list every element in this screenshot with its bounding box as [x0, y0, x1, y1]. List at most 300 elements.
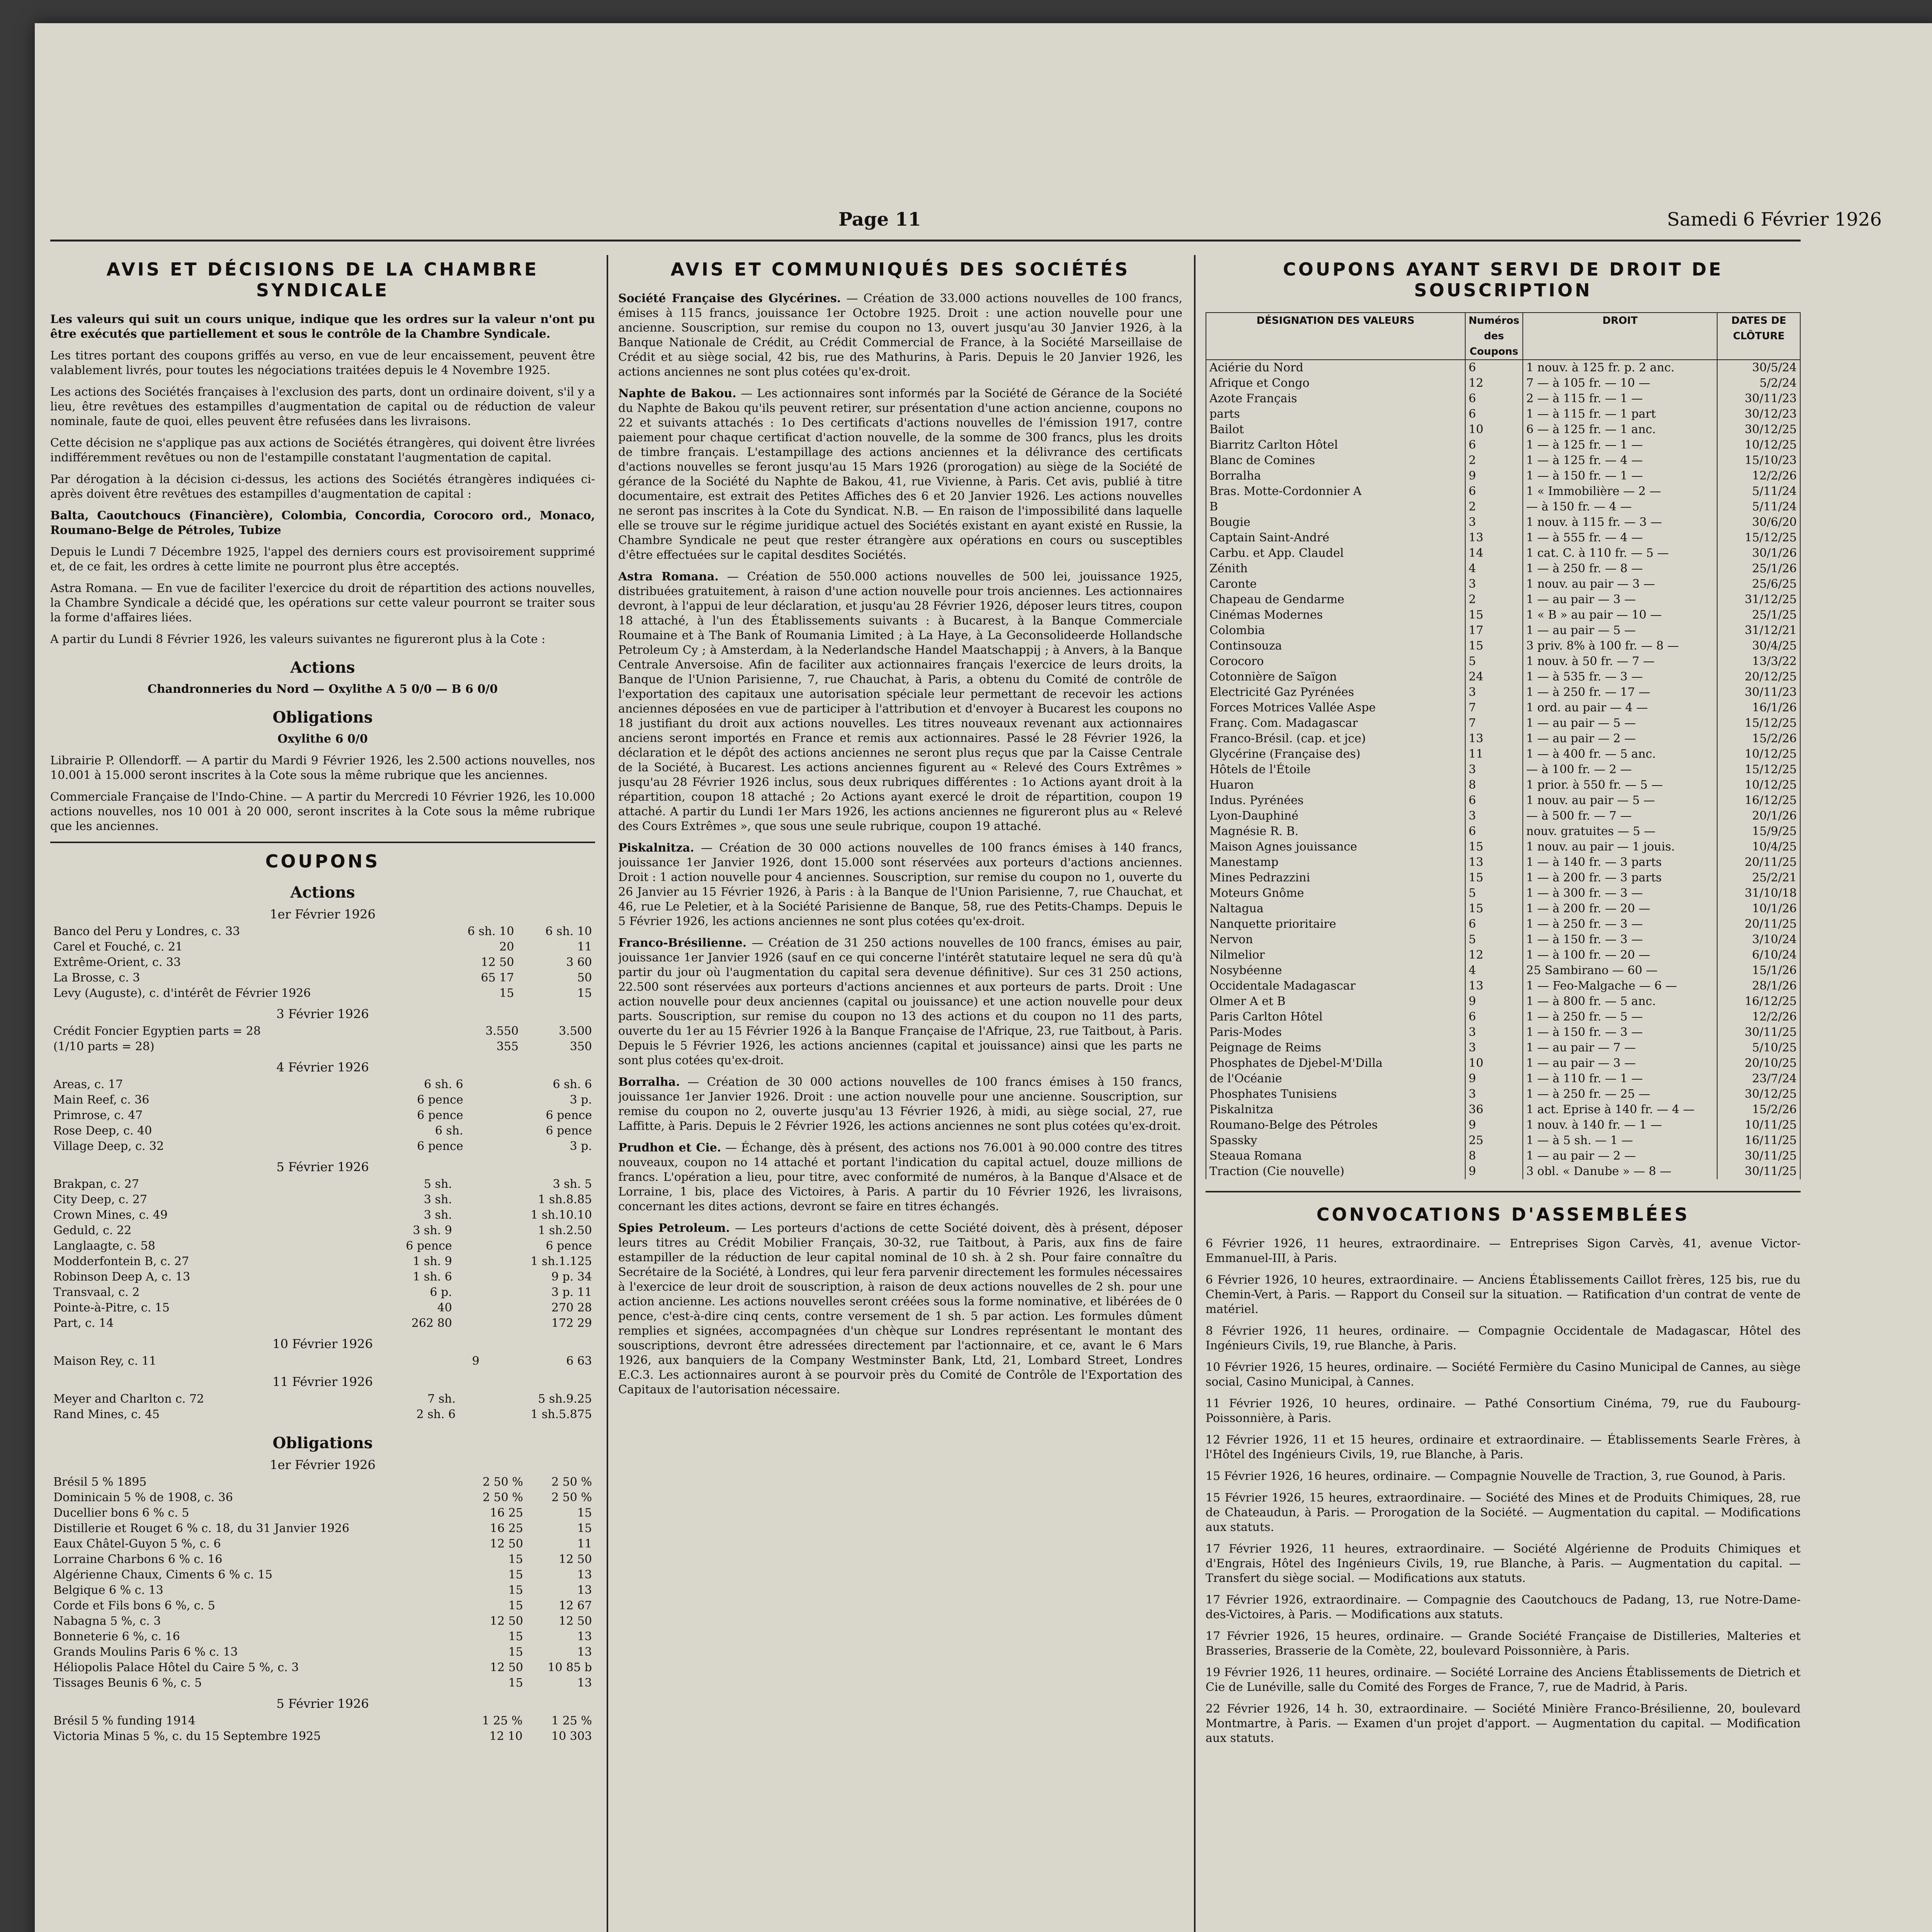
page-number: Page 11 [838, 209, 921, 230]
table-cell: 50 [577, 971, 592, 985]
table-cell: 12 50 [559, 1614, 592, 1628]
table-cell: 1 sh.8.85 [538, 1193, 592, 1206]
table-cell: Corde et Fils bons 6 %, c. 5 [53, 1599, 215, 1612]
table-cell: 15/2/26 [1717, 731, 1800, 747]
table-cell: 65 17 [481, 971, 514, 985]
coupon-droit-row [1206, 546, 1800, 561]
coupon-row [50, 970, 595, 986]
table-cell: 6 sh. 10 [467, 925, 514, 938]
page-header [35, 209, 1932, 240]
societe-item [618, 841, 1182, 929]
coupons-droit-table [1206, 312, 1801, 1179]
table-cell: 1 — à 125 fr. — 1 — [1523, 437, 1718, 453]
coupon-droit-row [1206, 839, 1800, 855]
table-cell: 20/12/25 [1717, 669, 1800, 685]
coupon-row [50, 1645, 595, 1660]
table-cell: Paris-Modes [1206, 1025, 1465, 1040]
table-cell: Lyon-Dauphiné [1206, 808, 1465, 824]
table-cell: 20/1/26 [1717, 808, 1800, 824]
table-cell: 1 — à 555 fr. — 4 — [1523, 530, 1718, 546]
chambre-title: AVIS ET DÉCISIONS DE LA CHAMBRE SYNDICALE [106, 259, 539, 301]
table-cell: 5/2/24 [1717, 376, 1800, 391]
coupons-oblig-list [50, 1458, 595, 1744]
coupon-row [50, 1598, 595, 1614]
table-cell: Roumano-Belge des Pétroles [1206, 1117, 1465, 1133]
table-cell: Aciérie du Nord [1206, 360, 1465, 376]
column-rule [607, 255, 608, 1932]
coupons-actions-label: Actions [290, 883, 355, 901]
table-cell: 9 [1465, 468, 1523, 484]
table-cell: Bras. Motte-Cordonnier A [1206, 484, 1465, 499]
table-cell: 12/2/26 [1717, 468, 1800, 484]
coupon-row [50, 1316, 595, 1331]
table-cell: 3 [1465, 762, 1523, 777]
convocation-item: 12 Février 1926, 11 et 15 heures, ordinaire et extraordinaire. — Établissements Searle Frères, à l'Hôtel des Ingénieurs Civils, 19, rue Blanche, à Paris. [1206, 1433, 1801, 1461]
table-cell: 13 [577, 1583, 592, 1597]
coupon-row [50, 1567, 595, 1583]
table-cell: 15/2/26 [1717, 1102, 1800, 1117]
table-cell: 7 — à 105 fr. — 10 — [1523, 376, 1718, 391]
societe-text: — Création de 30 000 actions nouvelles de 100 francs émises à 140 francs, jouissance 1er Janvier 1926, dont 15.000 sont réservées aux porteurs d'actions anciennes. Droit : 1 action nouvelle pour 4 anciennes. Souscription, sur remise du coupon no 1, ouverte du 26 Janvier au 15 Février 1926, à Paris : à la Banque de l'Union Parisienne, 7, rue Chauchat, et 46, rue Le Peletier, et à la Société Parisienne de Banque, 58, rue des Petits-Champs. Depuis le 5 Février 1926, les actions anciennes ne sont plus cotées qu'ex-droit. [618, 841, 1182, 928]
table-cell: Olmer A et B [1206, 994, 1465, 1009]
table-cell: 6 pence [546, 1239, 592, 1253]
coupon-date: 11 Février 1926 [272, 1374, 373, 1389]
table-cell: 6 pence [546, 1124, 592, 1138]
table-cell: — à 100 fr. — 2 — [1523, 762, 1718, 777]
table-cell: 3 60 [566, 956, 592, 969]
table-cell: 8 [1465, 1148, 1523, 1164]
table-cell: 1 sh. 6 [413, 1270, 452, 1284]
coupon-droit-row [1206, 917, 1800, 932]
coupon-droit-row [1206, 607, 1800, 623]
table-cell: 13 [1465, 855, 1523, 870]
table-cell: 1 nouv. au pair — 1 jouis. [1523, 839, 1718, 855]
coupon-row [50, 1391, 595, 1407]
table-cell: Manestamp [1206, 855, 1465, 870]
table-cell: 2 [1465, 592, 1523, 607]
table-cell: Indus. Pyrénées [1206, 793, 1465, 808]
table-cell: 1 sh.1.125 [531, 1255, 592, 1268]
table-cell: Borralha [1206, 468, 1465, 484]
table-cell: 1 nouv. au pair — 5 — [1523, 793, 1718, 808]
table-cell: 30/6/20 [1717, 515, 1800, 530]
table-cell: (1/10 parts = 28) [53, 1040, 155, 1053]
coupon-droit-row [1206, 1025, 1800, 1040]
table-cell: 12 50 [490, 1614, 523, 1628]
table-cell: Moteurs Gnôme [1206, 886, 1465, 901]
table-cell: 3 [1465, 515, 1523, 530]
table-cell: 1 — au pair — 3 — [1523, 1056, 1718, 1071]
table-cell: Steaua Romana [1206, 1148, 1465, 1164]
coupon-row [50, 1475, 595, 1490]
table-cell: Azote Français [1206, 391, 1465, 406]
table-cell: 1 — à 250 fr. — 3 — [1523, 917, 1718, 932]
table-cell: Cotonnière de Saïgon [1206, 669, 1465, 685]
table-cell: 16 25 [490, 1522, 523, 1535]
table-cell: 1 — à 150 fr. — 3 — [1523, 932, 1718, 947]
table-cell: 7 [1465, 716, 1523, 731]
table-cell: 11 [1465, 747, 1523, 762]
table-cell: Meyer and Charlton c. 72 [53, 1392, 204, 1406]
table-cell: 1 « Immobilière — 2 — [1523, 484, 1718, 499]
coupon-row [50, 1614, 595, 1629]
table-cell: 355 [496, 1040, 519, 1053]
table-cell: Afrique et Congo [1206, 376, 1465, 391]
chambre-text: Les titres portant des coupons griffés au verso, en vue de leur encaissement, peuvent être valablement livrés, pour toutes les négociations traitées depuis le 4 Novembre 1925. [50, 349, 595, 377]
table-cell: 15/12/25 [1717, 762, 1800, 777]
table-cell: 15 [508, 1583, 523, 1597]
table-cell: Chapeau de Gendarme [1206, 592, 1465, 607]
table-cell: 9 [1465, 1117, 1523, 1133]
table-cell: Biarritz Carlton Hôtel [1206, 437, 1465, 453]
table-cell: 16/12/25 [1717, 793, 1800, 808]
table-cell: 1 — à 800 fr. — 5 anc. [1523, 994, 1718, 1009]
coupon-table [50, 1475, 595, 1691]
coupon-droit-row [1206, 700, 1800, 716]
chambre-text: Par dérogation à la décision ci-dessus, les actions des Sociétés étrangères indiquées ci-après doivent être revêtues des estampilles d'augmentation de capital : [50, 473, 595, 501]
table-cell: 25/2/21 [1717, 870, 1800, 886]
table-cell: 262 80 [411, 1316, 452, 1330]
coupon-row [50, 1521, 595, 1536]
table-cell: 7 sh. [427, 1392, 456, 1406]
table-cell: 6 [1465, 793, 1523, 808]
table-cell: Peignage de Reims [1206, 1040, 1465, 1056]
table-cell: 1 — à 250 fr. — 17 — [1523, 685, 1718, 700]
table-cell: 40 [437, 1301, 452, 1315]
table-cell: 3 [1465, 1087, 1523, 1102]
chambre-text: Commerciale Française de l'Indo-Chine. — A partir du Mercredi 10 Février 1926, les 10.000 actions nouvelles, nos 10 001 à 20 000, seront inscrites à la Cote sous la même rubrique que les anciennes. [50, 790, 595, 833]
table-cell: 12 [1465, 376, 1523, 391]
coupon-droit-row [1206, 437, 1800, 453]
table-cell: 3 priv. 8% à 100 fr. — 8 — [1523, 638, 1718, 654]
table-cell: Ducellier bons 6 % c. 5 [53, 1506, 189, 1520]
table-cell: Zénith [1206, 561, 1465, 577]
societe-item [618, 1075, 1182, 1134]
coupon-droit-row [1206, 484, 1800, 499]
table-cell: 25 Sambirano — 60 — [1523, 963, 1718, 978]
section-rule [1206, 1191, 1801, 1192]
table-cell: 1 nouv. à 115 fr. — 3 — [1523, 515, 1718, 530]
table-cell: 5 [1465, 886, 1523, 901]
table-cell: Cinémas Modernes [1206, 607, 1465, 623]
chambre-text: Balta, Caoutchoucs (Financière), Colombia, Concordia, Corocoro ord., Monaco, Roumano-Belge de Pétroles, Tubize [50, 509, 595, 537]
table-cell: Maison Agnes jouissance [1206, 839, 1465, 855]
societe-item [618, 936, 1182, 1068]
table-cell: 15 [508, 1676, 523, 1690]
table-cell: Extrême-Orient, c. 33 [53, 956, 181, 969]
table-cell: 12 10 [489, 1730, 523, 1743]
convocation-item: 8 Février 1926, 11 heures, ordinaire. — Compagnie Occidentale de Madagascar, Hôtel des Ingénieurs Civils, 19, rue Blanche, à Paris. [1206, 1324, 1801, 1352]
coupon-row [50, 1254, 595, 1269]
table-cell: Carbu. et App. Claudel [1206, 546, 1465, 561]
table-cell: 20/11/25 [1717, 917, 1800, 932]
table-cell: 2 — à 115 fr. — 1 — [1523, 391, 1718, 406]
table-cell: 3.500 [559, 1024, 592, 1038]
table-cell: Caronte [1206, 577, 1465, 592]
coupon-row [50, 1077, 595, 1092]
table-cell: Crédit Foncier Egyptien parts = 28 [53, 1024, 261, 1038]
table-cell: 15 [1465, 901, 1523, 917]
table-cell: Grands Moulins Paris 6 % c. 13 [53, 1645, 238, 1659]
table-cell: 15 [508, 1645, 523, 1659]
table-cell: 1 prior. à 550 fr. — 5 — [1523, 777, 1718, 793]
table-cell: 1 nouv. au pair — 3 — [1523, 577, 1718, 592]
coupon-date: 1er Février 1926 [270, 907, 376, 922]
table-cell: 10 303 [551, 1730, 592, 1743]
top-rule [50, 240, 1801, 242]
table-cell: Nanquette prioritaire [1206, 917, 1465, 932]
table-cell: 28/1/26 [1717, 978, 1800, 994]
table-cell: 10/4/25 [1717, 839, 1800, 855]
table-cell: 11 [577, 940, 592, 954]
coupon-row [50, 1552, 595, 1567]
table-cell: Robinson Deep A, c. 13 [53, 1270, 190, 1284]
chambre-oblig-label: Obligations [272, 708, 373, 726]
table-cell: 2 [1465, 499, 1523, 515]
coupon-droit-row [1206, 932, 1800, 947]
coupon-row [50, 1269, 595, 1285]
table-cell: 13 [577, 1645, 592, 1659]
table-cell: 16 25 [490, 1506, 523, 1520]
coupon-row [50, 1192, 595, 1208]
coupon-table [50, 1713, 595, 1744]
coupon-droit-row [1206, 360, 1800, 376]
table-cell: Belgique 6 % c. 13 [53, 1583, 163, 1597]
table-cell: 1 — à 5 sh. — 1 — [1523, 1133, 1718, 1148]
table-cell: Mines Pedrazzini [1206, 870, 1465, 886]
societe-text: — Les porteurs d'actions de cette Société doivent, dès à présent, déposer leurs titres au Crédit Mobilier Français, 30-32, rue Taitbout, à Paris, aux fins de faire estampiller de la réduction de leur capital nominal de 10 sh. à 2 sh. Pour faire connaître du Secrétaire de la Société, à Londres, qui leur fera parvenir directement les formules nécessaires à l'exercice de leur droit de souscription, à raison de deux actions nouvelles de 2 sh. pour une action ancienne. Les actions nouvelles seront créées sous la forme nominative, et libérées de 0 pence, c'est-à-dire cinq cents, contre versement de 1 sh. 5 par action. Les formules dûment remplies et signées, accompagnées d'un chèque sur Londres représentant le montant des souscriptions, devront être adressées directement par l'actionnaire, et ce, avant le 6 Mars 1926, aux banquiers de la Company Westminster Bank, Ltd, 21, Lombard Street, Londres E.C.3. Les actionnaires auront à se pourvoir près du Comité de Contrôle de l'Exportation des Capitaux de l'autorisation nécessaire. [618, 1221, 1182, 1396]
column-3 [1206, 259, 1801, 1932]
societe-item [618, 1141, 1182, 1214]
table-cell: 12/2/26 [1717, 1009, 1800, 1025]
societe-name: Spies Petroleum. [618, 1221, 730, 1235]
table-cell: 15 [508, 1568, 523, 1582]
table-cell: 15 [577, 986, 592, 1000]
table-cell: Hôtels de l'Étoile [1206, 762, 1465, 777]
coupon-row [50, 939, 595, 955]
table-cell: 6 pence [417, 1139, 463, 1153]
table-cell: Nilmelior [1206, 947, 1465, 963]
coupon-droit-row [1206, 963, 1800, 978]
table-cell: 30/1/26 [1717, 546, 1800, 561]
table-cell: 6 [1465, 917, 1523, 932]
coupons-actions-list [50, 907, 595, 1422]
table-cell: 3 sh. 5 [553, 1177, 592, 1191]
table-cell: Part, c. 14 [53, 1316, 114, 1330]
table-cell: Franco-Brésil. (cap. et jce) [1206, 731, 1465, 747]
coupon-row [50, 955, 595, 970]
societe-name: Naphte de Bakou. [618, 387, 736, 400]
table-cell: 25 [1465, 1133, 1523, 1148]
table-cell: Corocoro [1206, 654, 1465, 669]
table-cell: City Deep, c. 27 [53, 1193, 147, 1206]
table-cell: 30/4/25 [1717, 638, 1800, 654]
table-cell: 30/12/23 [1717, 406, 1800, 422]
table-cell: 6 [1465, 406, 1523, 422]
table-cell: 2 50 % [482, 1475, 523, 1489]
section-rule [50, 842, 595, 843]
societe-name: Prudhon et Cie. [618, 1141, 721, 1155]
table-cell: 3 [1465, 1025, 1523, 1040]
table-cell: 20/10/25 [1717, 1056, 1800, 1071]
table-cell: Algérienne Chaux, Ciments 6 % c. 15 [53, 1568, 273, 1582]
coupon-table [50, 924, 595, 1001]
table-cell: 11 [577, 1537, 592, 1551]
table-cell: Forces Motrices Vallée Aspe [1206, 700, 1465, 716]
chambre-text: Depuis le Lundi 7 Décembre 1925, l'appel des derniers cours est provisoirement supprimé et, de ce fait, les ordres à cette limite ne pourront plus être acceptés. [50, 545, 595, 573]
table-cell: 31/12/21 [1717, 623, 1800, 638]
coupon-row [50, 1024, 595, 1039]
table-cell: 13 [577, 1568, 592, 1582]
table-cell: Huaron [1206, 777, 1465, 793]
table-cell: 1 — au pair — 7 — [1523, 1040, 1718, 1056]
col-header: DÉSIGNATION DES VALEURS [1206, 313, 1465, 360]
chambre-text: Les actions des Sociétés françaises à l'exclusion des parts, dont un ordinaire doivent, s'il y a lieu, être revêtues des estampilles d'augmentation de capital ou de réduction de valeur nominale, faute de quoi, elles peuvent être refusées dans les livraisons. [50, 385, 595, 428]
table-cell: Glycérine (Française des) [1206, 747, 1465, 762]
societe-name: Franco-Brésilienne. [618, 936, 747, 950]
table-cell: 270 28 [551, 1301, 592, 1315]
column-2 [618, 259, 1182, 1932]
table-cell: 2 50 % [551, 1491, 592, 1504]
chambre-text: A partir du Lundi 8 Février 1926, les valeurs suivantes ne figureront plus à la Cote : [50, 633, 546, 646]
coupon-date: 5 Février 1926 [276, 1696, 369, 1711]
coupon-droit-row [1206, 577, 1800, 592]
table-cell: 3 p. [570, 1139, 592, 1153]
table-cell: 15 [1465, 870, 1523, 886]
table-cell: Distillerie et Rouget 6 % c. 18, du 31 Janvier 1926 [53, 1522, 350, 1535]
table-cell: 6 pence [417, 1093, 463, 1107]
table-cell: 30/12/25 [1717, 422, 1800, 437]
table-cell: Levy (Auguste), c. d'intérêt de Février 1926 [53, 986, 311, 1000]
coupon-table [50, 1077, 595, 1154]
coupon-droit-row [1206, 623, 1800, 638]
table-cell: 10/11/25 [1717, 1117, 1800, 1133]
coupon-droit-row [1206, 1071, 1800, 1087]
table-cell: 8 [1465, 777, 1523, 793]
table-cell: 9 [1465, 1071, 1523, 1087]
table-cell: 10 [1465, 422, 1523, 437]
table-cell: 6 pence [417, 1109, 463, 1122]
table-cell: 13 [577, 1630, 592, 1643]
societes-title: AVIS ET COMMUNIQUÉS DES SOCIÉTÉS [670, 259, 1130, 280]
convocation-item: 15 Février 1926, 16 heures, ordinaire. — Compagnie Nouvelle de Traction, 3, rue Gounod, à Paris. [1206, 1469, 1786, 1483]
table-cell: 172 29 [551, 1316, 592, 1330]
table-cell: 15/12/25 [1717, 530, 1800, 546]
table-cell: Bailot [1206, 422, 1465, 437]
page-date: Samedi 6 Février 1926 [1667, 209, 1882, 230]
convocation-item: 17 Février 1926, extraordinaire. — Compagnie des Caoutchoucs de Padang, 13, rue Notre-Dame-des-Victoires, à Paris. — Modifications aux statuts. [1206, 1593, 1801, 1621]
table-cell: 15/12/25 [1717, 716, 1800, 731]
table-cell: 16/1/26 [1717, 700, 1800, 716]
table-cell: Village Deep, c. 32 [53, 1139, 164, 1153]
chambre-text: Les valeurs qui suit un cours unique, indique que les ordres sur la valeur n'ont pu être exécutés que partiellement et sous le contrôle de la Chambre Syndicale. [50, 313, 595, 341]
chambre-actions-label: Actions [290, 658, 355, 677]
table-cell: Brakpan, c. 27 [53, 1177, 139, 1191]
coupon-droit-row [1206, 901, 1800, 917]
convocation-item: 19 Février 1926, 11 heures, ordinaire. — Société Lorraine des Anciens Établissements de Dietrich et Cie de Lunéville, salle du Comité des Forges de France, 7, rue de Madrid, à Paris. [1206, 1666, 1801, 1694]
table-cell: 5/11/24 [1717, 499, 1800, 515]
table-cell: 9 [1465, 1164, 1523, 1179]
coupon-row [50, 1139, 595, 1154]
table-cell: 13 [1465, 731, 1523, 747]
table-cell: 1 — à 200 fr. — 3 parts [1523, 870, 1718, 886]
coupon-row [50, 1238, 595, 1254]
coupon-row [50, 1407, 595, 1422]
societe-name: Borralha. [618, 1075, 680, 1089]
coupon-table [50, 1391, 595, 1422]
convocations-list [1206, 1236, 1801, 1746]
chambre-text: Astra Romana. — En vue de faciliter l'exercice du droit de répartition des actions nouvelles, la Chambre Syndicale a décidé que, les opérations sur cette valeur pourront se traiter sous la forme d'affaires liées. [50, 582, 595, 624]
coupon-droit-row [1206, 793, 1800, 808]
table-cell: 30/11/25 [1717, 1164, 1800, 1179]
chambre-oblig-list: Oxylithe 6 0/0 [277, 732, 368, 746]
table-cell: 1 sh.2.50 [538, 1224, 592, 1237]
table-cell: 6 pence [546, 1109, 592, 1122]
table-cell: 2 sh. 6 [416, 1408, 456, 1421]
societe-name: Société Française des Glycérines. [618, 292, 841, 305]
table-cell: 9 [472, 1354, 480, 1368]
table-cell: 3 [1465, 808, 1523, 824]
table-cell: Continsouza [1206, 638, 1465, 654]
coupon-row [50, 1300, 595, 1316]
convocation-item: 22 Février 1926, 14 h. 30, extraordinaire. — Société Minière Franco-Brésilienne, 20, boulevard Montmartre, à Paris. — Examen d'un projet d'apport. — Augmentation du capital. — Modification aux statuts. [1206, 1702, 1801, 1745]
convocation-item: 6 Février 1926, 10 heures, extraordinaire. — Anciens Établissements Caillot frères, 125 bis, rue du Chemin-Vert, à Paris. — Rapport du Conseil sur la situation. — Ratification d'un contrat de vente de matériel. [1206, 1273, 1801, 1316]
table-cell: Areas, c. 17 [53, 1078, 123, 1091]
coupon-droit-row [1206, 886, 1800, 901]
societe-text: — Création de 31 250 actions nouvelles de 100 francs, émises au pair, jouissance 1er Janvier 1926 (sauf en ce qui concerne l'intérêt statutaire lequel ne sera dû qu'à partir du jour où l'augmentation du capital sera devenue définitive). Sur ces 31 250 actions, 22.500 sont réservées aux porteurs d'actions anciennes et aux porteurs de parts. Droit : Une action nouvelle pour deux anciennes (capital ou jouissance) et une action nouvelle pour deux parts. Souscription, sur remise du coupon no 13 des actions et du coupon no 11 des parts, ouverte du 1er au 15 Février 1926 à la Banque Française de l'Afrique, 23, rue Taitbout, à Paris. Depuis le 5 Février 1926, les actions anciennes (capital et jouissance) ainsi que les parts ne sont plus cotées qu'ex-droit. [618, 936, 1182, 1067]
table-cell: 13 [1465, 530, 1523, 546]
table-cell: Carel et Fouché, c. 21 [53, 940, 183, 954]
table-cell: 1 — à 100 fr. — 20 — [1523, 947, 1718, 963]
coupon-row [50, 1223, 595, 1238]
table-cell: Nabagna 5 %, c. 3 [53, 1614, 161, 1628]
table-cell: 9 [1465, 994, 1523, 1009]
table-cell: Bonneterie 6 %, c. 16 [53, 1630, 180, 1643]
table-cell: 1 — à 140 fr. — 3 parts [1523, 855, 1718, 870]
table-cell: Tissages Beunis 6 %, c. 5 [53, 1676, 202, 1690]
table-cell: 1 — à 150 fr. — 1 — [1523, 468, 1718, 484]
coupon-date: 4 Février 1926 [276, 1060, 369, 1075]
table-cell: Dominicain 5 % de 1908, c. 36 [53, 1491, 233, 1504]
table-cell: 15 [508, 1553, 523, 1566]
coupon-row [50, 1660, 595, 1675]
table-cell: 25/1/26 [1717, 561, 1800, 577]
table-cell: 15/10/23 [1717, 453, 1800, 468]
table-cell: Eaux Châtel-Guyon 5 %, c. 6 [53, 1537, 221, 1551]
societe-name: Piskalnitza. [618, 841, 694, 855]
table-cell: 30/12/25 [1717, 1087, 1800, 1102]
table-cell: de l'Océanie [1206, 1071, 1465, 1087]
coupon-row [50, 1505, 595, 1521]
table-cell: 10/12/25 [1717, 747, 1800, 762]
table-cell: Pointe-à-Pitre, c. 15 [53, 1301, 170, 1315]
coupon-droit-row [1206, 747, 1800, 762]
table-cell: Victoria Minas 5 %, c. du 15 Septembre 1925 [53, 1730, 321, 1743]
table-cell: 23/7/24 [1717, 1071, 1800, 1087]
table-cell: Rand Mines, c. 45 [53, 1408, 160, 1421]
table-cell: 3/10/24 [1717, 932, 1800, 947]
table-cell: 1 sh.10.10 [531, 1208, 592, 1222]
coupon-droit-row [1206, 499, 1800, 515]
coupon-droit-row [1206, 716, 1800, 731]
coupon-table [50, 1354, 595, 1369]
col-header: DROIT [1523, 313, 1718, 360]
convocation-item: 17 Février 1926, 15 heures, ordinaire. — Grande Société Française de Distilleries, Malteries et Brasseries, Brasserie de la Comète, 22, boulevard Poissonnière, à Paris. [1206, 1629, 1801, 1658]
table-cell: Piskalnitza [1206, 1102, 1465, 1117]
coupon-date: 5 Février 1926 [276, 1160, 369, 1174]
table-cell: 3 [1465, 685, 1523, 700]
coupon-droit-row [1206, 762, 1800, 777]
